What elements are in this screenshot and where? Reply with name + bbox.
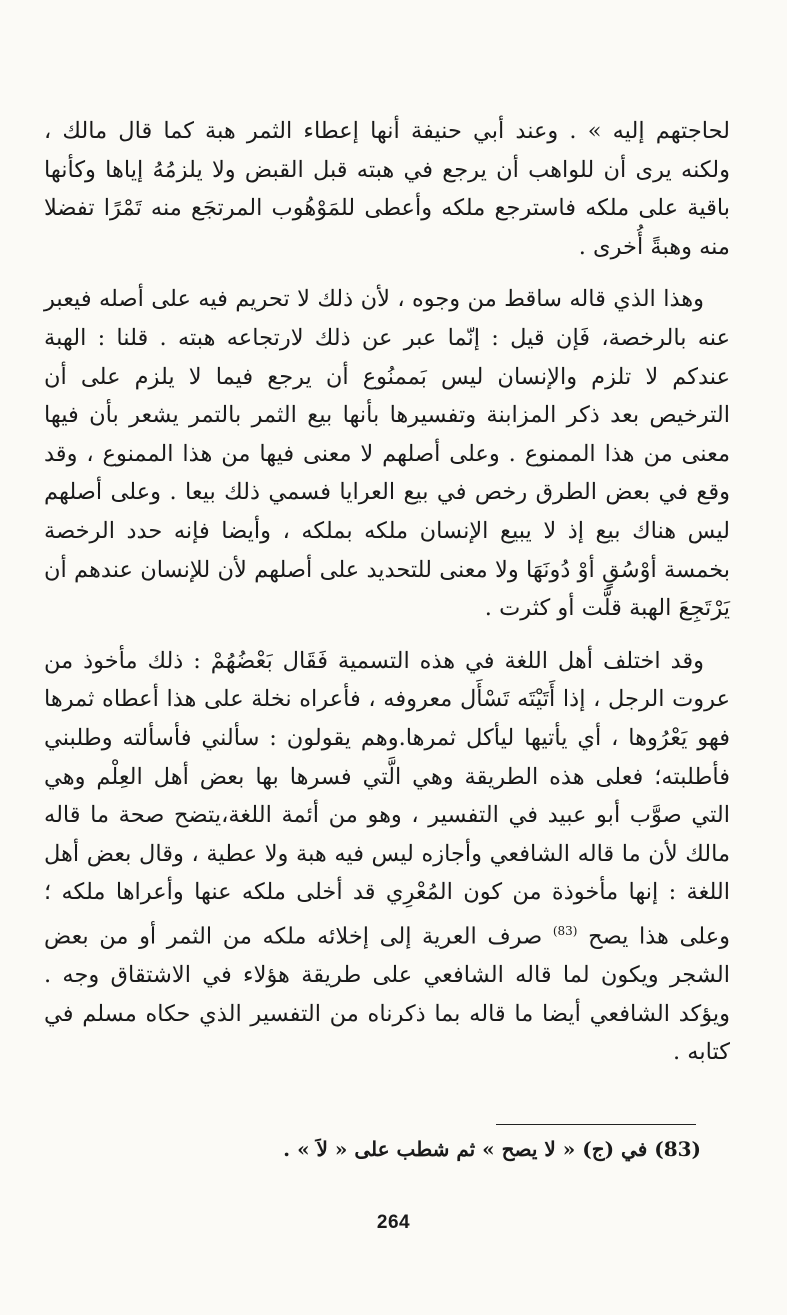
paragraph-1: لحاجتهم إليه » . وعند أبي حنيفة أنها إعطاء الثمر هبة كما قال مالك ، ولكنه يرى أن للواهب أن يرجع في هبته قبل القبض ولا يلزمُهُ إياها وكأنها باقية على ملكه فاسترجع ملكه وأعطى للمَوْهُوب المرتجَع منه تَمْرًا تفضلا منه وهبةً أُخرى . [44,118,730,260]
footnote-divider [496,1124,696,1125]
paragraph-3-continued: صرف العرية إلى إخلائه ملكه من الثمر أو من بعض الشجر ويكون لما قاله الشافعي على طريقة هؤلاء في الاشتقاق وجه . ويؤكد الشافعي أيضا ما قاله بما ذكرناه من التفسير الذي حكاه مسلم في كتابه . [44,923,730,1066]
paragraph-3 [44,642,730,1072]
page-number: 264 [376,1212,411,1233]
page-body [44,112,730,1086]
footnote: (83) في (ج) « لا يصح » ثم شطب على « لاَ » . [283,1137,701,1161]
paragraph-3-text: وقد اختلف أهل اللغة في هذه التسمية فَقَال بَعْضُهُمْ : ذلك مأخوذ من عروت الرجل ، إذا أَتَيْتَه تَسْأَل معروفه ، فأعراه نخلة على هذا أعطاه ثمرها فهو يَعْرُوها ، أي يأتيها ليأكل ثمرها.وهم يقولون : سألني فأسألته وطلبني فأطلبته؛ فعلى هذه الطريقة وهي الَّتي فسرها بها بعض أهل العِلْم وهي التي صوَّب أبو عبيد في التفسير ، وهو من أئمة اللغة،يتضح صحة ما قاله مالك لأن ما قاله الشافعي وأجازه ليس فيه هبة ولا عطية ، وقال بعض أهل اللغة : إنها مأخوذة من كون المُعْرِي قد أخلى ملكه عنها وأعراها ملكه ؛ وعلى هذا يصح [44,647,730,950]
footnote-marker: (83) [552,923,578,938]
paragraph-2: وهذا الذي قاله ساقط من وجوه ، لأن ذلك لا تحريم فيه على أصله فيعبر عنه بالرخصة، فَإن قيل : إنّما عبر عن ذلك لارتجاعه هبته . قلنا : الهبة عندكم لا تلزم والإنسان ليس بَممنُوع أن يرجع فيما لا يلزم على أن الترخيص بعد ذكر المزابنة وتفسيرها بأنها بيع الثمر بالتمر يشعر بأن فيها معنى من هذا الممنوع . وعلى أصلهم لا معنى فيها من هذا الممنوع ، وقد وقع في بعض الطرق رخص في بيع العرايا فسمي ذلك بيعا . وعلى أصلهم ليس هناك بيع إذ لا يبيع الإنسان ملكه بملكه ، وأيضا فإنه حدد الرخصة بخمسة أوْسُقٍ أوْ دُونَهَا ولا معنى للتحديد على أصلهم لأن للإنسان عندهم أن يَرْتَجِعَ الهبة قلَّت أو كثرت . [44,286,730,622]
